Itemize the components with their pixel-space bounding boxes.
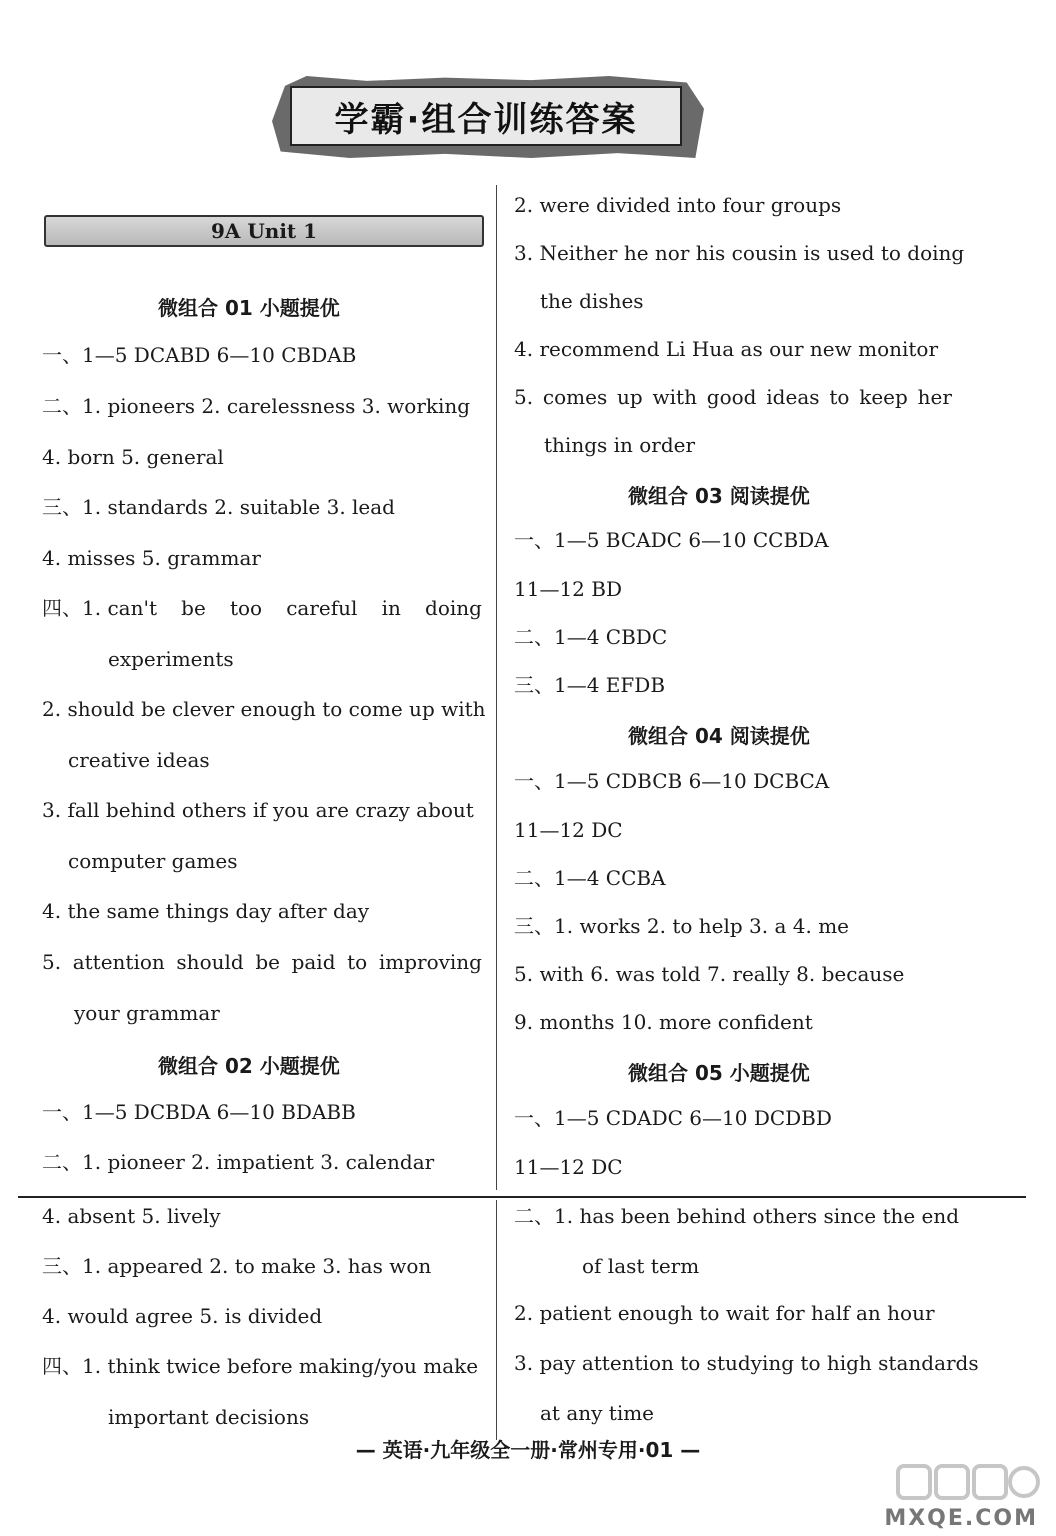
answer-line: 三、1. works 2. to help 3. a 4. me — [514, 914, 850, 938]
answer-line: 一、1—5 CDADC 6—10 DCDBD — [514, 1106, 832, 1130]
answer-line: 一、1—5 DCBDA 6—10 BDABB — [42, 1100, 356, 1124]
answer-line: 二、1. has been behind others since the end — [514, 1204, 960, 1228]
answer-line: 4. would agree 5. is divided — [42, 1304, 323, 1328]
word: paid — [291, 950, 336, 974]
answer-line: 一、1—5 DCABD 6—10 CBDAB — [42, 343, 357, 367]
answer-line: 三、1. standards 2. suitable 3. lead — [42, 495, 395, 519]
answer-line: creative ideas — [68, 748, 210, 772]
section-heading-05: 微组合 05 小题提优 — [628, 1061, 810, 1085]
section-heading-03: 微组合 03 阅读提优 — [628, 484, 810, 508]
answer-line: experiments — [108, 647, 234, 671]
word: keep — [859, 385, 908, 409]
answer-line-justified — [514, 384, 952, 410]
column-divider-lower — [496, 1200, 497, 1440]
answer-line: 二、1—4 CBDC — [514, 625, 668, 649]
word: good — [706, 385, 757, 409]
answer-line: 2. were divided into four groups — [514, 193, 842, 217]
word: improving — [378, 950, 482, 974]
section-heading-04: 微组合 04 阅读提优 — [628, 724, 810, 748]
answer-line: 一、1—5 BCADC 6—10 CCBDA — [514, 528, 829, 552]
answer-line: computer games — [68, 849, 238, 873]
answer-line: at any time — [540, 1401, 655, 1425]
watermark-text: MXQE.COM — [884, 1506, 1038, 1531]
answer-line: 9. months 10. more confident — [514, 1010, 813, 1034]
word: her — [917, 385, 952, 409]
word: comes — [542, 385, 608, 409]
word: up — [617, 385, 643, 409]
answer-line: 一、1—5 CDBCB 6—10 DCBCA — [514, 769, 830, 793]
answer-line: 三、1—4 EFDB — [514, 673, 666, 697]
answer-line: 四、1. think twice before making/you make — [42, 1354, 479, 1378]
word: in — [381, 596, 401, 620]
answer-line: 3. Neither he nor his cousin is used to doing — [514, 241, 965, 265]
word: to — [829, 385, 850, 409]
section-heading-02: 微组合 02 小题提优 — [158, 1054, 340, 1078]
word: 5. — [514, 385, 534, 409]
answer-line: 3. pay attention to studying to high standards — [514, 1351, 979, 1375]
word: too — [229, 596, 263, 620]
answer-line: 4. recommend Li Hua as our new monitor — [514, 337, 939, 361]
word: should — [176, 950, 244, 974]
answer-line: 11—12 DC — [514, 1155, 623, 1179]
column-divider — [496, 185, 497, 1190]
answer-line: 4. absent 5. lively — [42, 1204, 221, 1228]
answer-line: 2. patient enough to wait for half an hour — [514, 1301, 935, 1325]
answer-line: 二、1. pioneer 2. impatient 3. calendar — [42, 1150, 435, 1174]
answer-line: 5. with 6. was told 7. really 8. because — [514, 962, 905, 986]
page-footer: — 英语·九年级全一册·常州专用·01 — — [355, 1438, 701, 1462]
word: 四、1. can't — [42, 596, 157, 620]
answer-line: 11—12 BD — [514, 577, 622, 601]
horizontal-divider — [18, 1196, 1026, 1198]
answer-line: 4. born 5. general — [42, 445, 224, 469]
word: careful — [286, 596, 358, 620]
answer-line: things in order — [544, 433, 696, 457]
answer-line-justified — [42, 595, 482, 621]
word: be — [181, 596, 206, 620]
answer-line-justified — [42, 949, 482, 975]
word: 5. — [42, 950, 62, 974]
unit-heading: 9A Unit 1 — [44, 215, 484, 247]
title-banner — [272, 76, 704, 158]
answer-line: 二、1—4 CCBA — [514, 866, 666, 890]
section-heading-01: 微组合 01 小题提优 — [158, 296, 340, 320]
answer-line: the dishes — [540, 289, 644, 313]
answer-line: of last term — [582, 1254, 700, 1278]
word: to — [347, 950, 368, 974]
word: be — [255, 950, 280, 974]
word: with — [652, 385, 697, 409]
word: doing — [425, 596, 482, 620]
word: ideas — [766, 385, 820, 409]
answer-line: 2. should be clever enough to come up with — [42, 697, 486, 721]
answer-line: your grammar — [74, 1001, 220, 1025]
page-title: 学霸·组合训练答案 — [290, 86, 682, 146]
answer-line: 11—12 DC — [514, 818, 623, 842]
answer-line: 3. fall behind others if you are crazy about — [42, 798, 474, 822]
answer-line: 4. misses 5. grammar — [42, 546, 261, 570]
word: attention — [72, 950, 165, 974]
answer-line: important decisions — [108, 1405, 310, 1429]
answer-line: 4. the same things day after day — [42, 899, 370, 923]
answer-line: 三、1. appeared 2. to make 3. has won — [42, 1254, 432, 1278]
answer-line: 二、1. pioneers 2. carelessness 3. working — [42, 394, 471, 418]
